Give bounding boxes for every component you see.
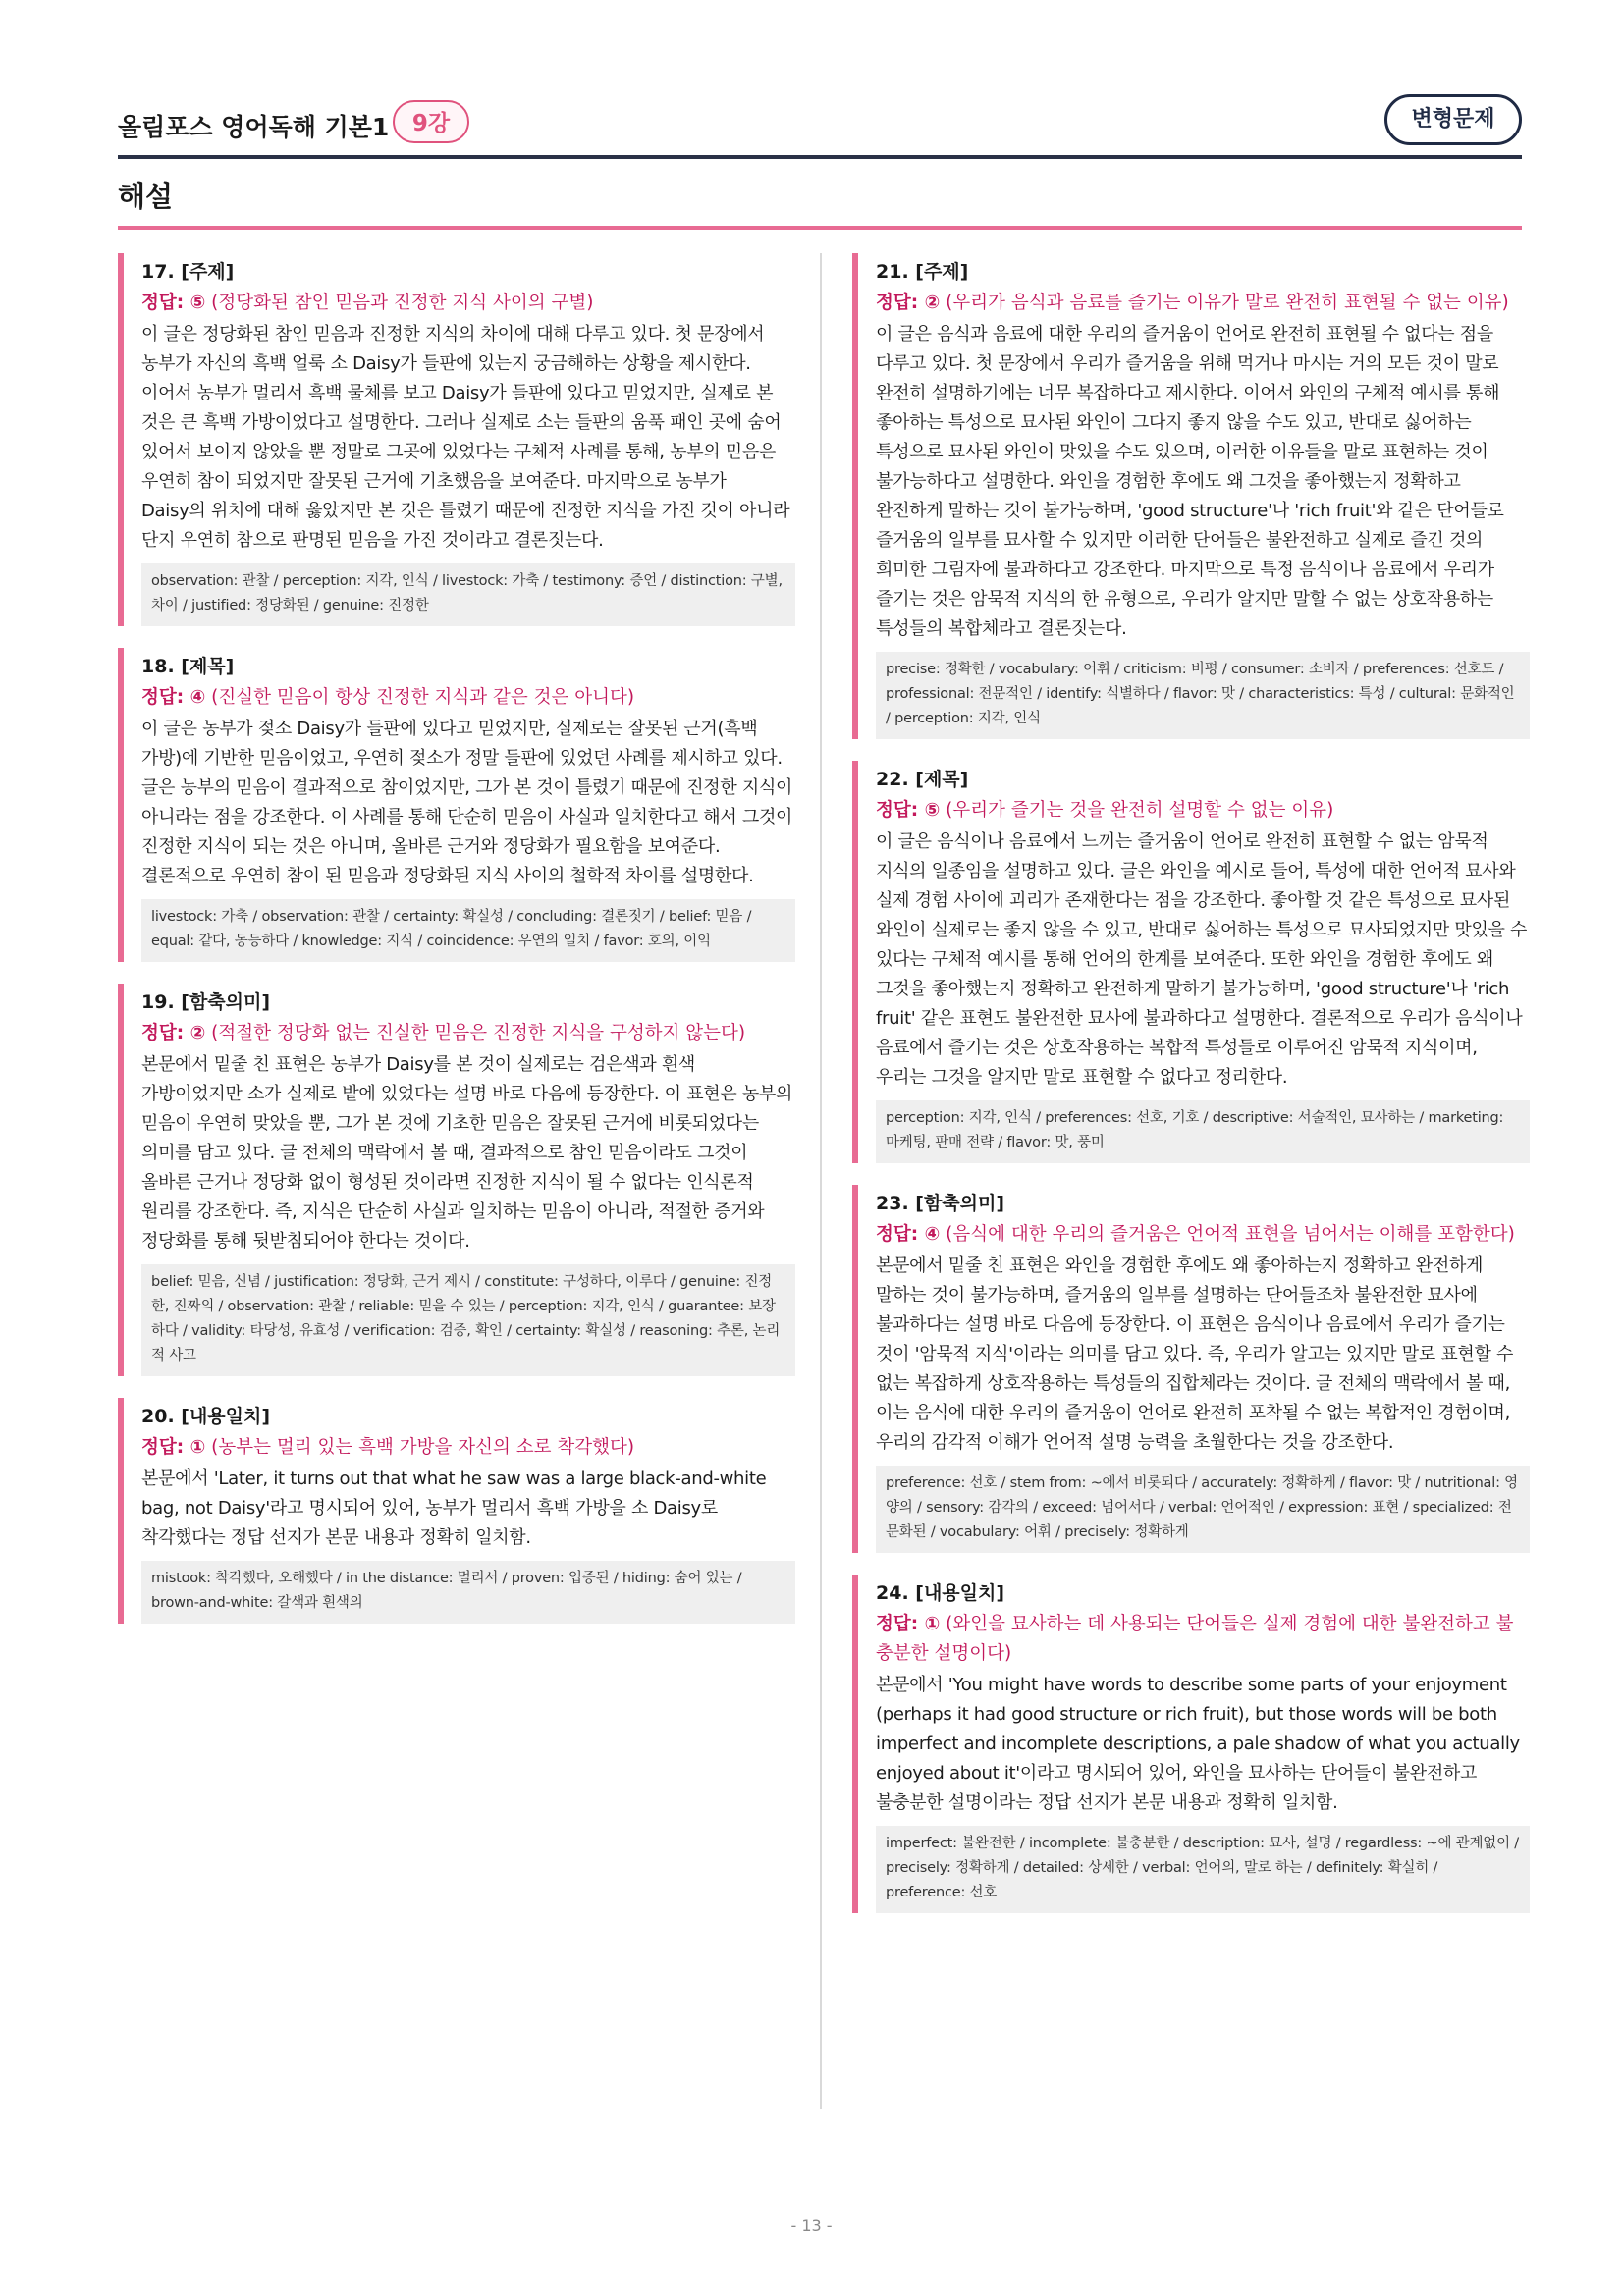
answer-line (141, 1019, 795, 1048)
explanation: 이 글은 농부가 젖소 Daisy가 들판에 있다고 믿었지만, 실제로는 잘못된 근거(흑백 가방)에 기반한 믿음이었고, 우연히 젖소가 정말 들판에 있었던 사례를 제시하고 있다. 글은 농부의 믿음이 결과적으로 참이었지만, 그가 본 것이 틀렸기 때문에 진정한 지식이 아니라는 점을 강조한다. 이 사례를 통해 단순히 믿음이 사실과 일치한다고 해서 그것이 진정한 지식이 되는 것은 아니며, 올바른 근거와 정당화가 필요함을 보여준다. 결론적으로 우연히 참이 된 믿음과 정당화된 지식 사이의 철학적 차이를 설명한다. (141, 719, 793, 886)
vocab-box: belief: 믿음, 신념 / justification: 정당화, 근거 제시 / constitute: 구성하다, 이루다 / genuine: 진정한, 진짜의 / observation: 관찰 / reliable: 믿을 수 있는 / perception: 지각, 인식 / guarantee: 보장하다 / validity: 타당성, 유효성 / verification: 검증, 확인 / certainty: 확실성 / reasoning: 추론, 논리적 사고 (141, 1264, 795, 1376)
question-number: 21. [주제] (876, 261, 969, 283)
answer-text: (와인을 묘사하는 데 사용되는 단어들은 실제 경험에 대한 불완전하고 불충분한 설명이다) (876, 1614, 1514, 1664)
section-title: 해설 (118, 180, 174, 213)
answer-text: (진실한 믿음이 항상 진정한 지식과 같은 것은 아니다) (211, 687, 635, 708)
book-title: 올림포스 영어독해 기본1 (118, 113, 390, 141)
answer-label: 정답: ⑤ (141, 293, 206, 313)
answer-line (876, 289, 1530, 318)
answer-line (141, 1433, 795, 1463)
vocab-box: imperfect: 불완전한 / incomplete: 불충분한 / description: 묘사, 설명 / regardless: ~에 관계없이 / precisely: 정확하게 / detailed: 상세한 / verbal: 언어의, 말로 하는 / definitely: 확실히 / preference: 선호 (876, 1826, 1530, 1913)
section-rule (118, 226, 1522, 230)
explanation: 본문에서 'You might have words to describe some parts of your enjoyment (perhaps it had good structure or rich fruit), but those words will be both imperfect and incomplete descriptions, a pale shadow of what you actually enjoyed about it'이라고 명시되어 있어, 와인을 묘사하는 단어들이 불완전하고 불충분한 설명이라는 정답 선지가 본문 내용과 정확히 일치함. (876, 1675, 1520, 1813)
explanation: 이 글은 정당화된 참인 믿음과 진정한 지식의 차이에 대해 다루고 있다. 첫 문장에서 농부가 자신의 흑백 얼룩 소 Daisy가 들판에 있는지 궁금해하는 상황을 제시한다. 이어서 농부가 멀리서 흑백 물체를 보고 Daisy가 들판에 있다고 믿었지만, 실제로 본 것은 큰 흑백 가방이었다고 설명한다. 그러나 실제로 소는 들판의 움푹 패인 곳에 숨어 있어서 보이지 않았을 뿐 정말로 그곳에 있었다는 구체적 사례를 통해, 농부의 믿음은 우연히 참이 되었지만 잘못된 근거에 기초했음을 보여준다. 마지막으로 농부가 Daisy의 위치에 대해 옳았지만 본 것은 틀렸기 때문에 진정한 지식을 가진 것이 아니라 단지 우연히 참으로 판명된 믿음을 가진 것이라고 결론짓는다. (141, 324, 790, 551)
answer-line (141, 683, 795, 713)
vocab-box: livestock: 가축 / observation: 관찰 / certainty: 확실성 / concluding: 결론짓기 / belief: 믿음 / equal: 같다, 동등하다 / knowledge: 지식 / coincidence: 우연의 일치 / favor: 호의, 이익 (141, 899, 795, 962)
answer-label: 정답: ① (141, 1437, 206, 1458)
right-column (852, 253, 1530, 1935)
question-22 (852, 761, 1530, 1163)
answer-text: (농부는 멀리 있는 흑백 가방을 자신의 소로 착각했다) (211, 1437, 635, 1458)
column-divider (820, 253, 822, 2109)
variant-badge: 변형문제 (1384, 94, 1522, 145)
answer-text: (정당화된 참인 믿음과 진정한 지식 사이의 구별) (211, 293, 594, 313)
vocab-box: mistook: 착각했다, 오해했다 / in the distance: 멀리서 / proven: 입증된 / hiding: 숨어 있는 / brown-and-white: 갈색과 흰색의 (141, 1561, 795, 1624)
question-18 (118, 648, 795, 962)
left-column (118, 253, 795, 1645)
answer-line (876, 1610, 1530, 1669)
vocab-box: perception: 지각, 인식 / preferences: 선호, 기호 / descriptive: 서술적인, 묘사하는 / marketing: 마케팅, 판매 전략 / flavor: 맛, 풍미 (876, 1100, 1530, 1163)
vocab-box: precise: 정확한 / vocabulary: 어휘 / criticism: 비평 / consumer: 소비자 / preferences: 선호도 / professional: 전문적인 / identify: 식별하다 / flavor: 맛 / characteristics: 특성 / cultural: 문화적인 / perception: 지각, 인식 (876, 652, 1530, 739)
answer-line (876, 796, 1530, 826)
answer-label: 정답: ② (141, 1023, 206, 1043)
answer-label: 정답: ⑤ (876, 800, 941, 821)
explanation: 이 글은 음식이나 음료에서 느끼는 즐거움이 언어로 완전히 표현할 수 없는 암묵적 지식의 일종임을 설명하고 있다. 글은 와인을 예시로 들어, 특성에 대한 언어적 묘사와 실제 경험 사이에 괴리가 존재한다는 점을 강조한다. 좋아할 것 같은 특성으로 묘사된 와인이 실제로는 좋지 않을 수 있고, 반대로 싫어하는 특성으로 묘사되었지만 맛있을 수 있다는 구체적 예시를 통해 언어의 한계를 보여준다. 또한 와인을 경험한 후에도 왜 그것을 좋아했는지 정확하고 완전하게 말하기 불가능하며, 'good structure'나 'rich fruit' 같은 표현도 불완전한 묘사에 불과하다고 설명한다. 결론적으로 우리가 음식이나 음료에서 즐기는 것은 상호작용하는 복합적 특성들로 이루어진 암묵적 지식이며, 우리는 그것을 알지만 말로 표현할 수 없다고 정리한다. (876, 831, 1528, 1088)
question-19 (118, 984, 795, 1376)
answer-label: 정답: ② (876, 293, 941, 313)
question-21 (852, 253, 1530, 739)
answer-text: (우리가 음식과 음료를 즐기는 이유가 말로 완전히 표현될 수 없는 이유) (946, 293, 1509, 313)
answer-text: (우리가 즐기는 것을 완전히 설명할 수 없는 이유) (946, 800, 1334, 821)
answer-line (876, 1220, 1530, 1250)
answer-label: 정답: ① (876, 1614, 941, 1634)
vocab-box: preference: 선호 / stem from: ~에서 비롯되다 / accurately: 정확하게 / flavor: 맛 / nutritional: 영양의 / sensory: 감각의 / exceed: 넘어서다 / verbal: 언어적인 / expression: 표현 / specialized: 전문화된 / vocabulary: 어휘 / precisely: 정확하게 (876, 1466, 1530, 1553)
answer-text: (음식에 대한 우리의 즐거움은 언어적 표현을 넘어서는 이해를 포함한다) (946, 1224, 1515, 1245)
question-number: 18. [제목] (141, 656, 235, 677)
question-number: 19. [함축의미] (141, 991, 271, 1013)
question-number: 23. [함축의미] (876, 1193, 1005, 1214)
question-20 (118, 1398, 795, 1624)
question-number: 24. [내용일치] (876, 1582, 1005, 1604)
explanation: 본문에서 'Later, it turns out that what he saw was a large black-and-white bag, not Daisy'라고 명시되어 있어, 농부가 멀리서 흑백 가방을 소 Daisy로 착각했다는 정답 선지가 본문 내용과 정확히 일치함. (141, 1468, 767, 1548)
question-23 (852, 1185, 1530, 1553)
vocab-box: observation: 관찰 / perception: 지각, 인식 / livestock: 가축 / testimony: 증언 / distinction: 구별, 차이 / justified: 정당화된 / genuine: 진정한 (141, 563, 795, 626)
answer-text: (적절한 정당화 없는 진실한 믿음은 진정한 지식을 구성하지 않는다) (211, 1023, 746, 1043)
explanation: 본문에서 밑줄 친 표현은 와인을 경험한 후에도 왜 좋아하는지 정확하고 완전하게 말하는 것이 불가능하며, 즐거움의 일부를 설명하는 단어들조차 불완전한 묘사에 불과하다는 설명 바로 다음에 등장한다. 이 표현은 음식이나 음료에서 우리가 즐기는 것이 '암묵적 지식'이라는 의미를 담고 있다. 즉, 우리가 알고는 있지만 말로 표현할 수 없는 복잡하게 상호작용하는 특성들의 집합체라는 것이다. 글 전체의 맥락에서 볼 때, 이는 음식에 대한 우리의 즐거움이 언어로 완전히 포착될 수 없는 복합적인 경험이며, 우리의 감각적 이해가 언어적 설명 능력을 초월한다는 것을 강조한다. (876, 1255, 1514, 1453)
answer-line (141, 289, 795, 318)
answer-label: 정답: ④ (141, 687, 206, 708)
header-rule (118, 155, 1522, 159)
explanation: 이 글은 음식과 음료에 대한 우리의 즐거움이 언어로 완전히 표현될 수 없다는 점을 다루고 있다. 첫 문장에서 우리가 즐거움을 위해 먹거나 마시는 거의 모든 것이 말로 완전히 설명하기에는 너무 복잡하다고 제시한다. 이어서 와인의 구체적 예시를 통해 좋아하는 특성으로 묘사된 와인이 그다지 좋지 않을 수도 있고, 반대로 싫어하는 특성으로 묘사된 와인이 맛있을 수도 있으며, 이러한 이유들을 말로 표현하는 것이 불가능하다고 설명한다. 와인을 경험한 후에도 왜 그것을 좋아했는지 정확하고 완전하게 말하는 것이 불가능하며, 'good structure'나 'rich fruit'와 같은 단어들로 즐거움의 일부를 묘사할 수 있지만 이러한 단어들은 불완전하고 실제로 즐긴 것의 희미한 그림자에 불과하다고 강조한다. 마지막으로 특정 음식이나 음료에서 우리가 즐기는 것은 암묵적 지식의 한 유형으로, 우리가 알지만 말할 수 없는 상호작용하는 특성들의 복합체라고 결론짓는다. (876, 324, 1504, 639)
page-number: - 13 - (790, 2216, 833, 2235)
explanation: 본문에서 밑줄 친 표현은 농부가 Daisy를 본 것이 실제로는 검은색과 흰색 가방이었지만 소가 실제로 밭에 있었다는 설명 바로 다음에 등장한다. 이 표현은 농부의 믿음이 우연히 맞았을 뿐, 그가 본 것에 기초한 믿음은 잘못된 근거에 비롯되었다는 의미를 담고 있다. 글 전체의 맥락에서 볼 때, 결과적으로 참인 믿음이라도 그것이 올바른 근거나 정당화 없이 형성된 것이라면 진정한 지식이 될 수 없다는 인식론적 원리를 강조한다. 즉, 지식은 단순히 사실과 일치하는 믿음이 아니라, 적절한 증거와 정당화를 통해 뒷받침되어야 한다는 것이다. (141, 1054, 793, 1252)
question-number: 20. [내용일치] (141, 1406, 271, 1427)
page-header (118, 98, 1522, 157)
question-24 (852, 1575, 1530, 1913)
answer-label: 정답: ④ (876, 1224, 941, 1245)
question-17 (118, 253, 795, 626)
lesson-badge: 9강 (393, 100, 469, 143)
question-number: 22. [제목] (876, 769, 969, 790)
question-number: 17. [주제] (141, 261, 235, 283)
